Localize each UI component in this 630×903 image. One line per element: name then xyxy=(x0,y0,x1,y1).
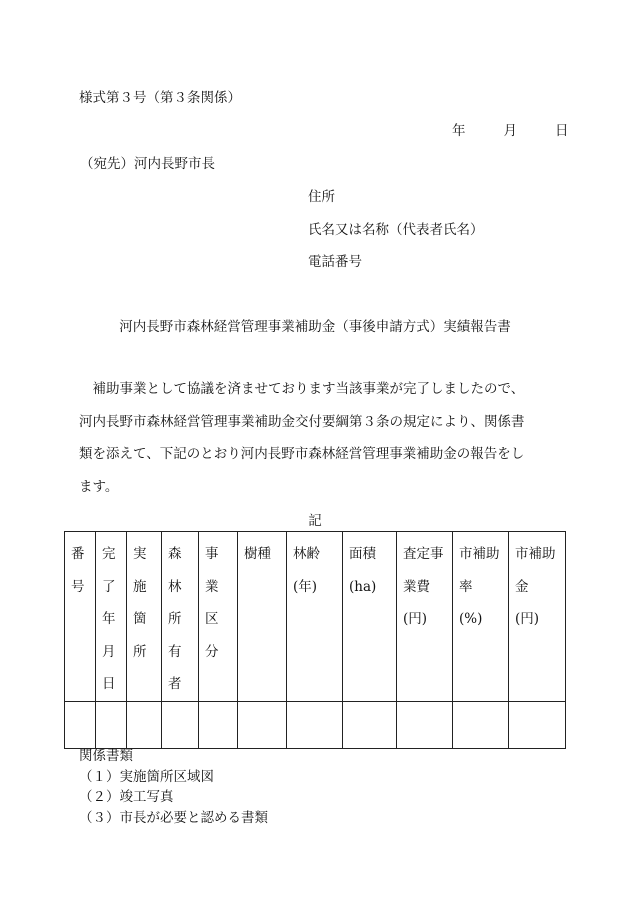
header-cell-assessed-cost xyxy=(397,532,453,702)
header-text: 業 xyxy=(205,578,219,595)
header-text: (円) xyxy=(515,611,540,627)
header-text: 了 xyxy=(102,578,116,595)
header-text: 番 xyxy=(71,546,85,562)
header-text: 日 xyxy=(102,676,116,692)
header-text: 金 xyxy=(515,578,529,595)
header-text: 事 xyxy=(205,546,219,562)
header-text: 林 xyxy=(168,578,182,595)
table-row xyxy=(65,701,566,748)
table-cell[interactable] xyxy=(238,701,287,748)
table-cell[interactable] xyxy=(127,701,162,748)
table-cell[interactable] xyxy=(397,701,453,748)
report-table xyxy=(64,531,566,749)
header-text: 箇 xyxy=(133,611,147,627)
header-cell-number xyxy=(65,532,96,702)
table-cell[interactable] xyxy=(343,701,397,748)
header-text: 市補助 xyxy=(515,546,556,562)
header-text: 業費 xyxy=(403,578,430,595)
form-number: 様式第３号（第３条関係） xyxy=(79,90,241,106)
header-cell-forest-owner xyxy=(162,532,199,702)
table-cell[interactable] xyxy=(199,701,238,748)
header-text: 者 xyxy=(168,676,182,692)
applicant-phone-label: 電話番号 xyxy=(308,254,362,270)
table-cell[interactable] xyxy=(162,701,199,748)
table-header-row xyxy=(65,532,566,702)
date-month: 月 xyxy=(503,123,517,139)
table-cell[interactable] xyxy=(453,701,509,748)
header-text: 森 xyxy=(168,546,182,562)
header-text: 号 xyxy=(71,578,85,595)
table-cell[interactable] xyxy=(96,701,127,748)
body-line: 類を添えて、下記のとおり河内長野市森林経営管理事業補助金の報告をし xyxy=(79,446,525,462)
header-text: (円) xyxy=(403,611,428,627)
header-text: 実 xyxy=(133,546,147,562)
related-document-item: （２）竣工写真 xyxy=(79,789,174,805)
header-text: 査定事 xyxy=(403,546,444,562)
related-document-item: （１）実施箇所区域図 xyxy=(79,768,214,785)
header-text: (%) xyxy=(459,611,483,627)
related-document-item: （３）市長が必要と認める書類 xyxy=(79,809,268,826)
header-text: 年 xyxy=(102,611,116,627)
header-text: (年) xyxy=(293,578,318,595)
header-text: 所 xyxy=(133,643,147,660)
date-day: 日 xyxy=(555,123,569,139)
body-line: 補助事業として協議を済ませております当該事業が完了しましたので、 xyxy=(79,381,525,397)
related-documents-heading: 関係書類 xyxy=(79,748,133,764)
header-text: 面積 xyxy=(349,546,376,562)
header-cell-subsidy-amount xyxy=(509,532,566,702)
header-cell-subsidy-rate xyxy=(453,532,509,702)
header-text: 完 xyxy=(102,546,116,562)
header-text: (ha) xyxy=(349,578,377,595)
header-cell-project-type xyxy=(199,532,238,702)
header-cell-species xyxy=(238,532,287,702)
table-cell[interactable] xyxy=(509,701,566,748)
date-year: 年 xyxy=(452,123,466,139)
header-cell-area xyxy=(343,532,397,702)
body-line: 河内長野市森林経営管理事業補助金交付要綱第３条の規定により、関係書 xyxy=(79,413,525,430)
related-documents xyxy=(79,746,268,828)
header-text: 有 xyxy=(168,643,182,660)
header-cell-completion-date xyxy=(96,532,127,702)
header-text: 樹種 xyxy=(244,546,271,562)
header-text: 月 xyxy=(102,643,116,660)
table-cell[interactable] xyxy=(65,701,96,748)
body-text xyxy=(79,373,555,503)
header-text: 分 xyxy=(205,643,219,660)
header-cell-stand-age xyxy=(287,532,343,702)
document-title: 河内長野市森林経営管理事業補助金（事後申請方式）実績報告書 xyxy=(119,319,511,335)
addressee: （宛先）河内長野市長 xyxy=(80,156,215,172)
date-line xyxy=(452,119,569,139)
body-line: ます。 xyxy=(79,478,119,495)
header-text: 率 xyxy=(459,578,473,595)
applicant-name-label: 氏名又は名称（代表者氏名） xyxy=(308,222,484,238)
applicant-address-label: 住所 xyxy=(308,189,335,205)
header-text: 施 xyxy=(133,578,147,595)
header-text: 市補助 xyxy=(459,546,500,562)
header-text: 区 xyxy=(205,611,219,627)
header-text: 林齢 xyxy=(293,546,320,562)
ki-heading: 記 xyxy=(308,513,322,529)
header-cell-location xyxy=(127,532,162,702)
table-cell[interactable] xyxy=(287,701,343,748)
header-text: 所 xyxy=(168,611,182,627)
